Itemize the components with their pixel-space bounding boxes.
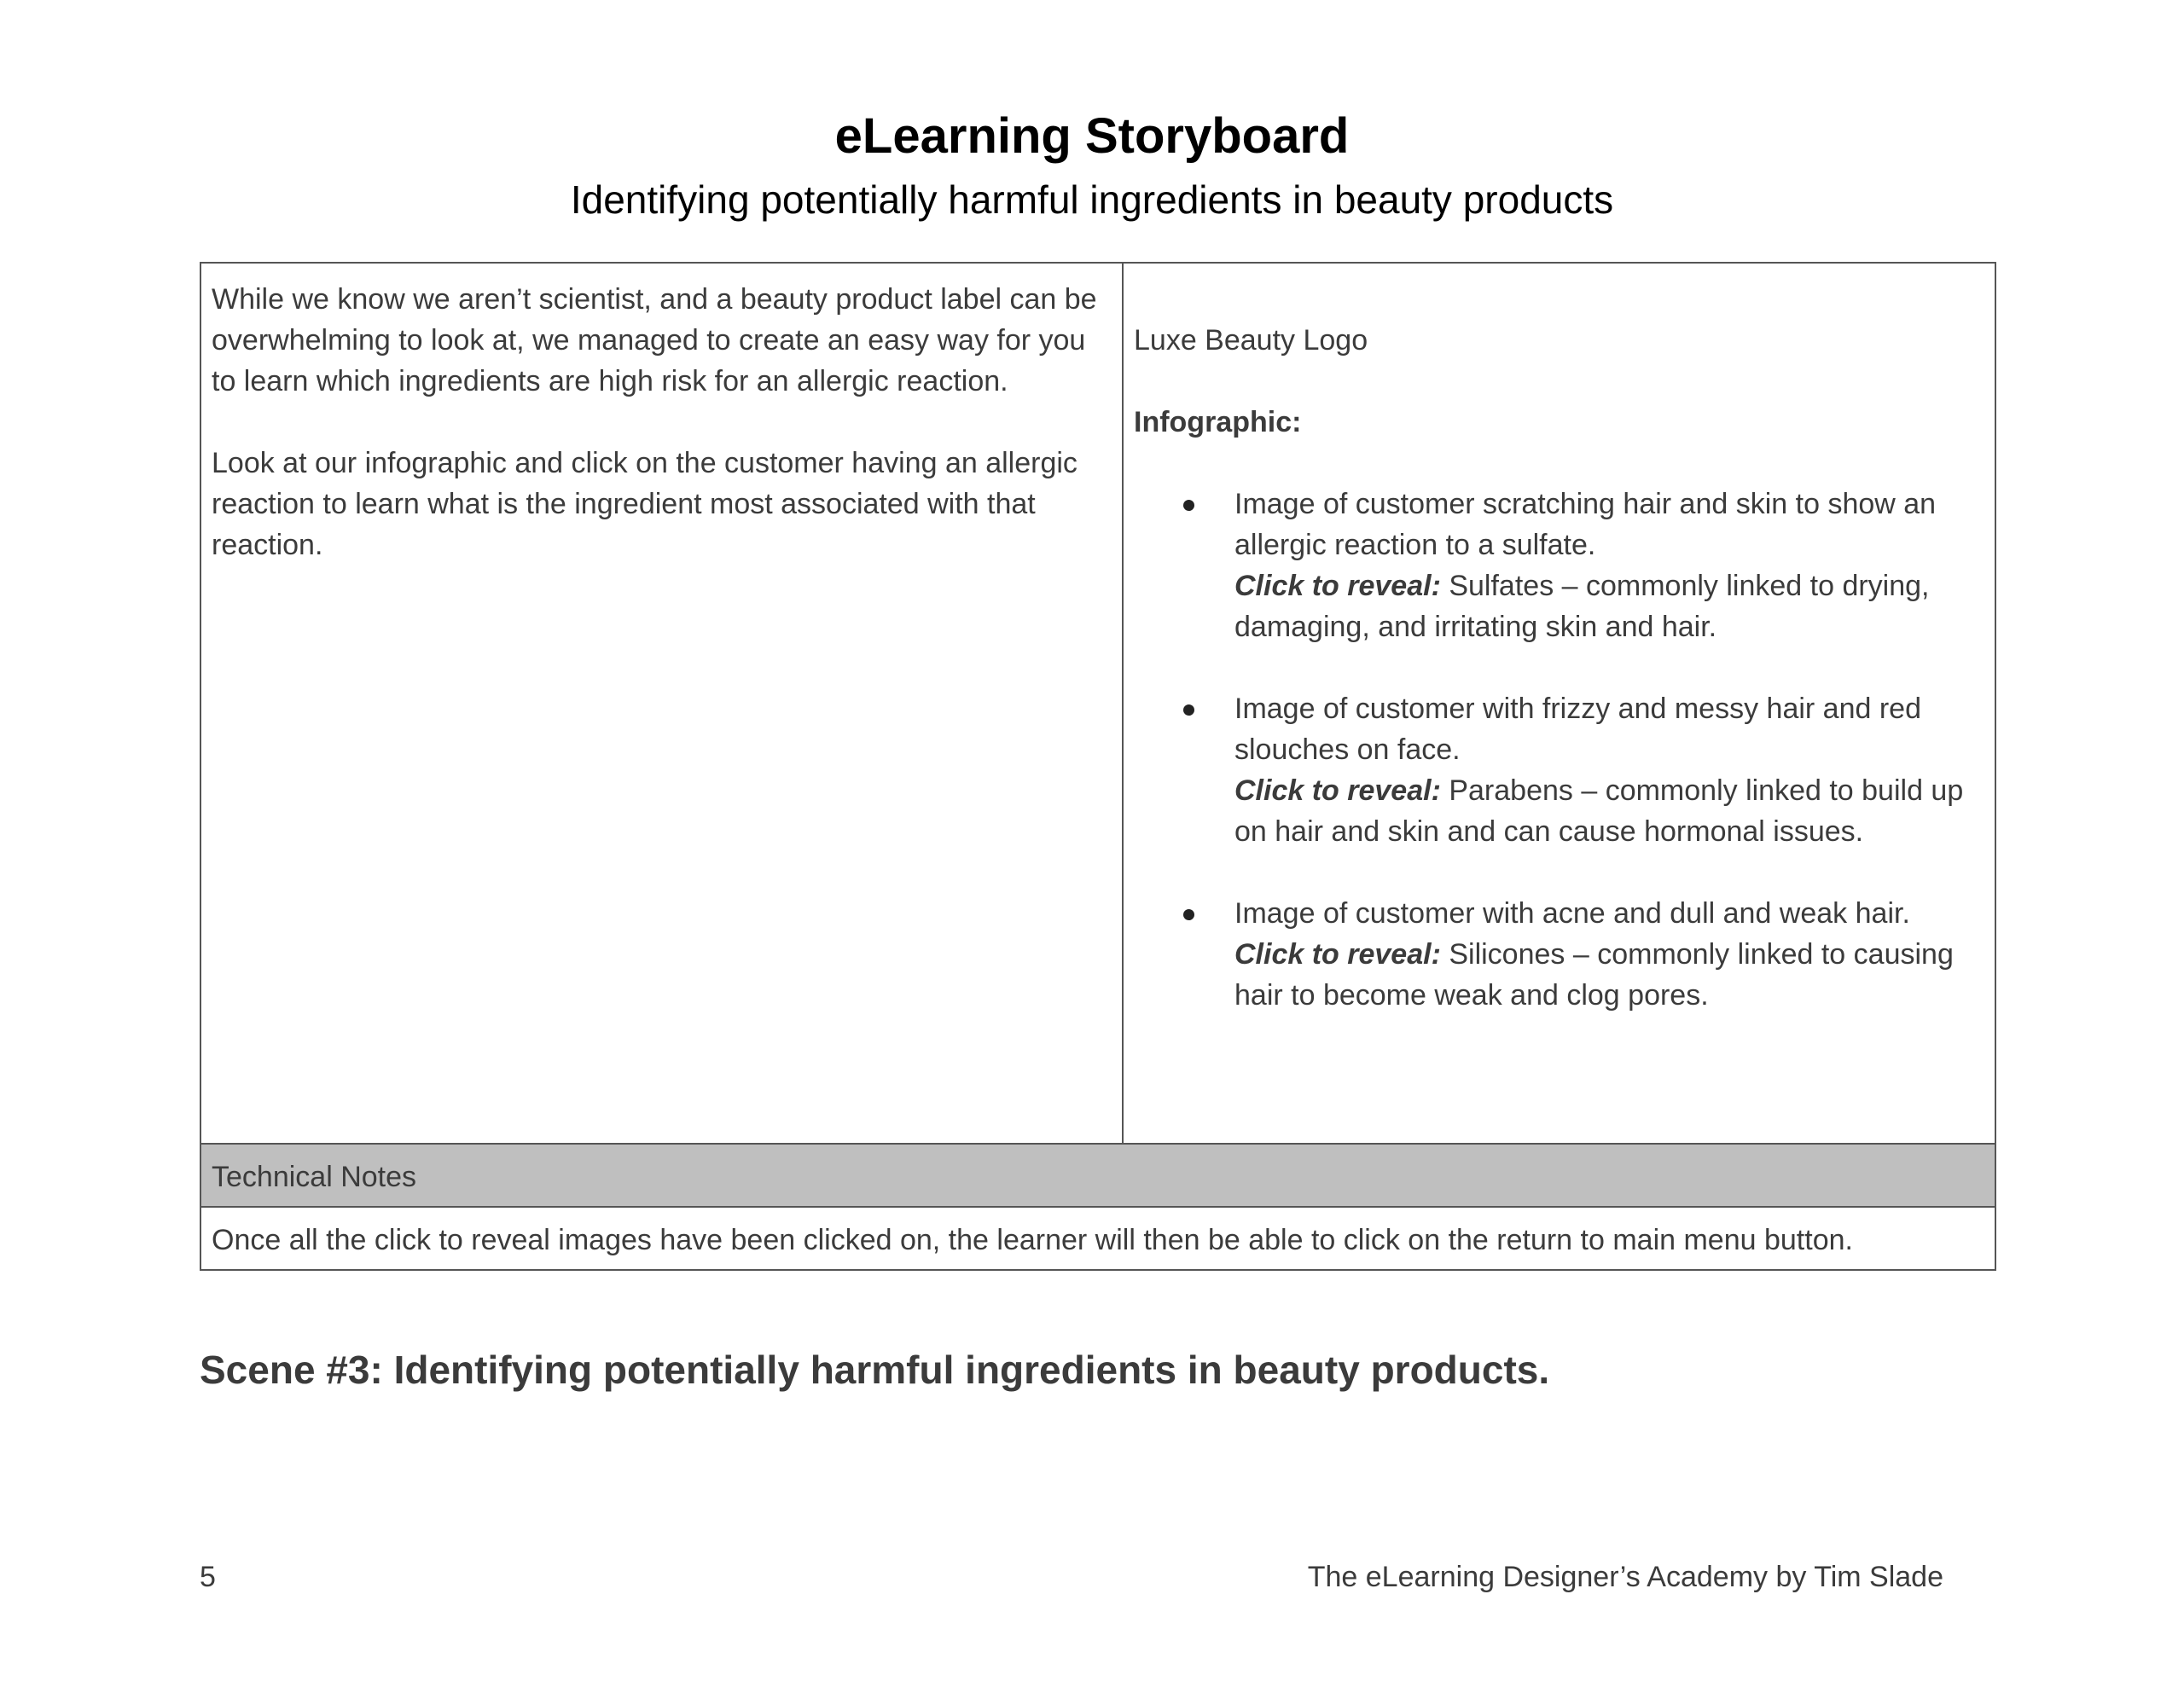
bullet-dot-icon xyxy=(1183,909,1194,920)
technical-notes-body-row xyxy=(200,1207,1995,1270)
page-header xyxy=(0,102,2184,229)
document-subtitle: Identifying potentially harmful ingredients in beauty products xyxy=(570,177,1614,222)
paragraph-spacer xyxy=(212,402,1110,443)
document-title: eLearning Storyboard xyxy=(834,108,1350,164)
storyboard-table xyxy=(200,262,1996,1271)
infographic-bullet xyxy=(1134,688,1983,852)
logo-placeholder-text: Luxe Beauty Logo xyxy=(1134,324,1368,357)
bullet-dot-icon xyxy=(1183,500,1194,511)
image-description: Image of customer with frizzy and messy hair and red slouches on face. xyxy=(1234,693,1921,766)
infographic-bullet-list xyxy=(1134,484,1983,1016)
infographic-bullet xyxy=(1134,893,1983,1016)
technical-notes-text: Once all the click to reveal images have been clicked on, the learner will then be able to click on the return to main menu button. xyxy=(200,1207,1995,1270)
click-to-reveal-label: Click to reveal: xyxy=(1234,774,1441,807)
image-description: Image of customer with acne and dull and weak hair. xyxy=(1234,897,1910,930)
page-number: 5 xyxy=(200,1561,216,1593)
reveal-text: Sulfates – commonly linked to drying, damaging, and irritating skin and hair. xyxy=(1234,570,1930,643)
visuals-cell xyxy=(1123,263,1995,1144)
click-to-reveal-label: Click to reveal: xyxy=(1234,570,1441,602)
storyboard-content-row xyxy=(200,263,1995,1144)
scene-heading: Scene #3: Identifying potentially harmful ingredients in beauty products. xyxy=(200,1348,1550,1392)
footer-credit: The eLearning Designer’s Academy by Tim Slade xyxy=(1307,1561,1943,1593)
narration-paragraph: While we know we aren’t scientist, and a beauty product label can be overwhelming to look at, we managed to create an easy way for you to learn which ingredients are high risk for an allergic reaction. xyxy=(212,283,1097,397)
paragraph-spacer xyxy=(1134,361,1983,402)
click-to-reveal-label: Click to reveal: xyxy=(1234,938,1441,971)
narration-cell xyxy=(200,263,1123,1144)
reveal-text: Silicones – commonly linked to causing hair to become weak and clog pores. xyxy=(1234,938,1954,1012)
infographic-label: Infographic: xyxy=(1134,406,1302,438)
reveal-text: Parabens – commonly linked to build up on hair and skin and can cause hormonal issues. xyxy=(1234,774,1964,848)
image-description: Image of customer scratching hair and skin to show an allergic reaction to a sulfate. xyxy=(1234,488,1937,561)
technical-notes-header-row xyxy=(200,1144,1995,1207)
narration-paragraph: Look at our infographic and click on the customer having an allergic reaction to learn what is the ingredient most associated with that reaction. xyxy=(212,447,1077,561)
infographic-bullet xyxy=(1134,484,1983,647)
technical-notes-label: Technical Notes xyxy=(200,1144,1995,1207)
bullet-dot-icon xyxy=(1183,704,1194,716)
